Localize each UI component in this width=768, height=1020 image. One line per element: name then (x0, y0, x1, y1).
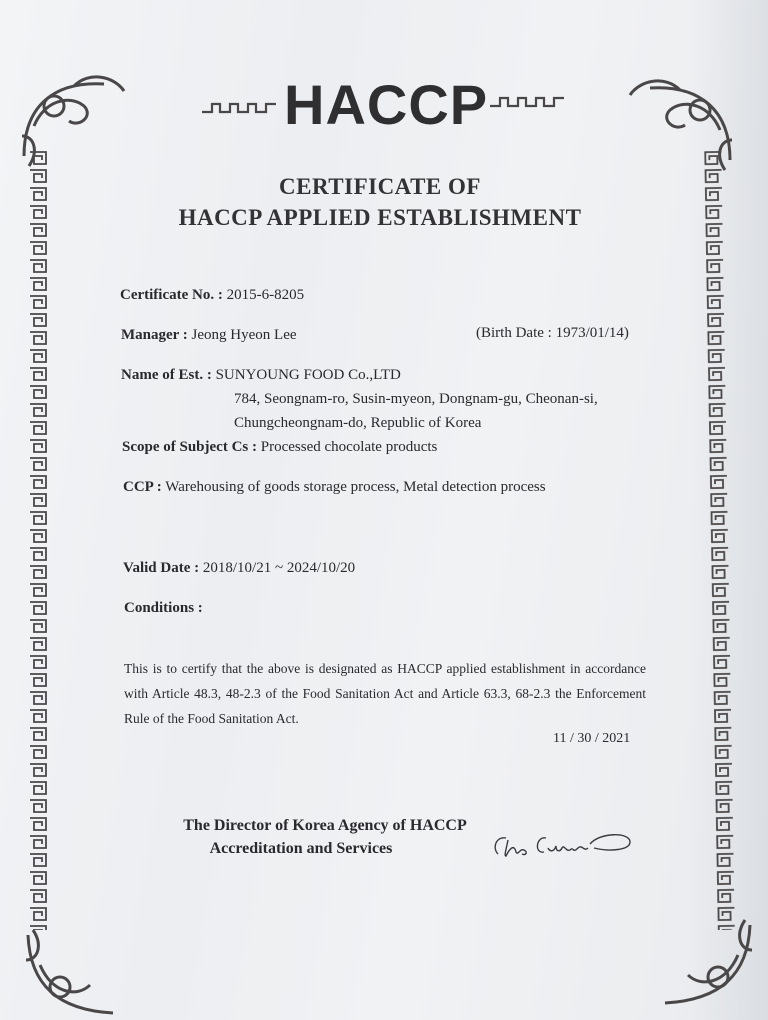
manager-row (121, 327, 297, 344)
manager-label: Manager : (121, 327, 188, 343)
address-line-2: Chungcheongnam-do, Republic of Korea (234, 415, 482, 431)
bottom-right-flourish (640, 915, 760, 1020)
director-signature (490, 818, 640, 868)
establishment-name-row (121, 367, 401, 384)
establishment-name-value: SUNYOUNG FOOD Co.,LTD (215, 367, 401, 383)
certificate-number-row (120, 287, 304, 304)
valid-date-value: 2018/10/21 ~ 2024/10/20 (202, 560, 356, 576)
bottom-left-flourish (18, 925, 138, 1020)
haccp-logo: HACCP (284, 73, 489, 136)
scope-label: Scope of Subject Cs : (122, 439, 257, 455)
establishment-name-label: Name of Est. : (121, 367, 212, 383)
left-scroll-ornament (200, 98, 280, 118)
certificate-title-line1: CERTIFICATE OF (279, 174, 481, 199)
left-ornamental-border (26, 150, 52, 930)
birth-date: (Birth Date : 1973/01/14) (476, 325, 629, 341)
certification-statement: This is to certify that the above is designated as HACCP applied establishment in accordance with Article 48.3, 48-2.3 of the Food Sanitation Act and Article 63.3, 68-2.3 the Enforcement Rule of the Food Sanitation Act. (124, 661, 646, 726)
address-line-1: 784, Seongnam-ro, Susin-myeon, Dongnam-gu, Cheonan-si, (234, 391, 598, 407)
ccp-row (123, 479, 546, 496)
valid-date-label: Valid Date : (123, 560, 200, 576)
right-scroll-ornament (488, 92, 568, 112)
scope-row (122, 439, 437, 456)
top-right-flourish (620, 70, 740, 180)
certificate-number-label: Certificate No. : (120, 287, 223, 303)
director-title-line1: The Director of Korea Agency of HACCP (183, 817, 467, 834)
director-title-line2: Accreditation and Services (209, 840, 393, 857)
conditions-label: Conditions : (124, 600, 203, 616)
valid-date-row (123, 560, 355, 577)
ccp-label: CCP : (123, 479, 162, 495)
top-left-flourish (14, 66, 134, 176)
issue-date: 11 / 30 / 2021 (553, 731, 631, 746)
manager-value: Jeong Hyeon Lee (191, 327, 297, 343)
ccp-value: Warehousing of goods storage process, Metal detection process (165, 479, 546, 495)
certificate-title-line2: HACCP APPLIED ESTABLISHMENT (178, 205, 582, 230)
scope-value: Processed chocolate products (260, 439, 438, 455)
certificate-number-value: 2015-6-8205 (226, 287, 305, 303)
